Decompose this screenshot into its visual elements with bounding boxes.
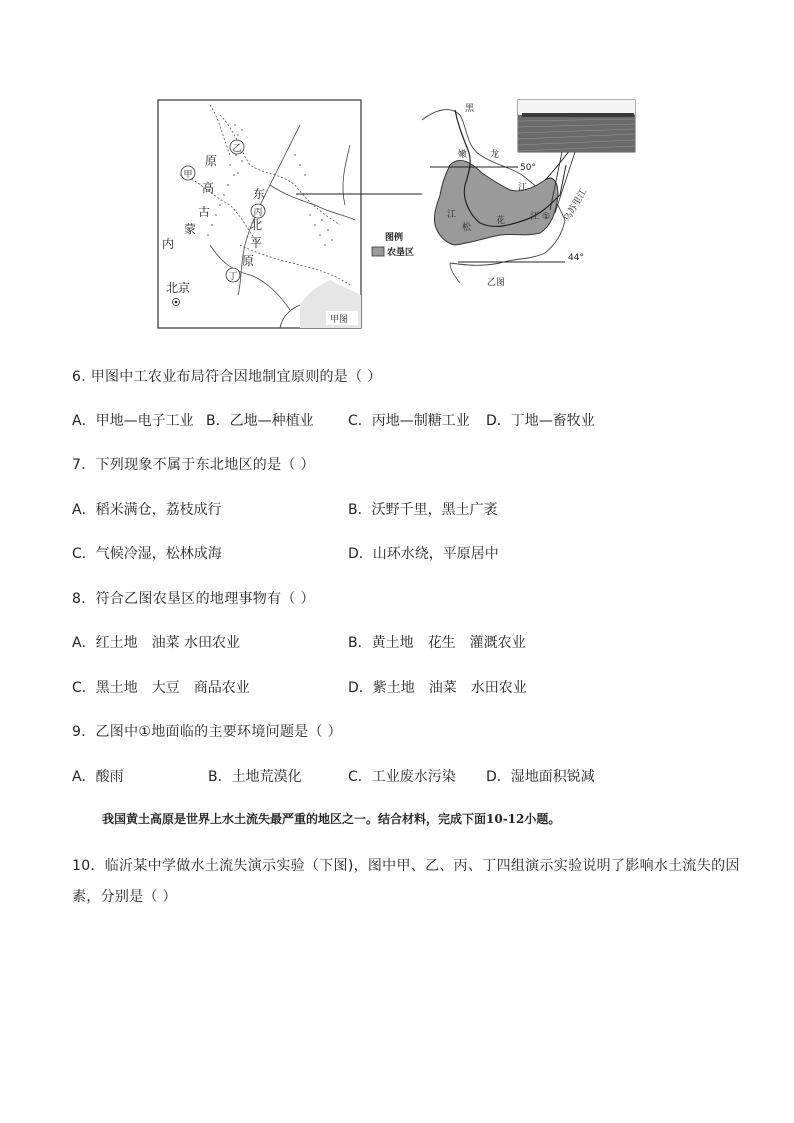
figure-area xyxy=(150,95,650,335)
q9-option-c: C．工业废水污染 xyxy=(348,769,456,785)
label-hei: 黑 xyxy=(465,104,475,114)
q7-option-b: B．沃野千里，黑土广袤 xyxy=(348,502,498,518)
label-ding: 丁 xyxy=(228,272,238,282)
label-song: 松 xyxy=(462,223,472,233)
label-yuan1: 原 xyxy=(205,154,218,168)
q6-option-a: A．甲地—电子工业 xyxy=(72,413,194,429)
label-dong: 东 xyxy=(253,187,266,201)
q6-option-b: B．乙地—种植业 xyxy=(206,413,314,429)
label-bei: 北 xyxy=(250,218,263,232)
label-gao: 高 xyxy=(202,181,215,195)
label-ping: 平 xyxy=(250,236,263,250)
label-jiang1: 江 xyxy=(518,183,528,193)
q6-option-d: D．丁地—畜牧业 xyxy=(486,413,595,429)
q8-stem: 8．符合乙图农垦区的地理事物有（ ） xyxy=(72,591,315,607)
label-jia: 甲 xyxy=(183,170,193,180)
label-jiang3: 江 xyxy=(530,212,540,222)
label-circle1: ① xyxy=(542,212,551,222)
label-yi: 乙 xyxy=(232,144,242,154)
q9-option-b: B．土地荒漠化 xyxy=(208,769,302,785)
label-bing: 丙 xyxy=(253,208,263,218)
label-lat50: 50° xyxy=(520,163,536,173)
q8-option-b: B．黄土地 花生 灌溉农业 xyxy=(348,635,526,651)
q9-option-d: D．湿地面积锐减 xyxy=(486,769,595,785)
label-meng: 蒙 xyxy=(184,222,197,236)
label-nen: 嫩 xyxy=(458,150,468,160)
q7-option-d: D．山环水绕，平原居中 xyxy=(348,546,499,562)
legend-swatch xyxy=(372,247,384,256)
q7-option-c: C．气候冷湿，松林成海 xyxy=(72,546,222,562)
q10-stem-line1: 10．临沂某中学做水土流失演示实验（下图)，图中甲、乙、丙、丁四组演示实验说明了影响水土流失的因 xyxy=(72,858,740,874)
material-text: 我国黄土高原是世界上水土流失最严重的地区之一。结合材料，完成下面10-12小题。 xyxy=(102,812,561,826)
label-map-b-caption: 乙图 xyxy=(487,278,506,288)
label-long: 龙 xyxy=(490,150,500,160)
q6-option-c: C．丙地—制糖工业 xyxy=(348,413,470,429)
q8-option-c: C．黑土地 大豆 商品农业 xyxy=(72,680,250,696)
label-map-a-caption: 甲图 xyxy=(330,315,349,325)
q9-option-a: A．酸雨 xyxy=(72,769,124,785)
label-nei: 内 xyxy=(162,237,175,251)
q8-option-d: D．紫土地 油菜 水田农业 xyxy=(348,680,527,696)
label-wusuli: 乌苏里江 xyxy=(562,187,590,224)
label-beijing: 北京 xyxy=(166,281,191,295)
q7-stem: 7．下列现象不属于东北地区的是（ ） xyxy=(72,457,315,473)
label-jiang2: 江 xyxy=(447,210,457,220)
q8-option-a: A．红土地 油菜 水田农业 xyxy=(72,635,241,651)
map-a xyxy=(158,100,361,328)
q6-stem: 6. 甲图中工农业布局符合因地制宜原则的是（ ） xyxy=(72,369,382,385)
label-lat44: 44° xyxy=(568,253,584,263)
legend-item: 农垦区 xyxy=(387,248,415,258)
label-gu: 古 xyxy=(198,205,211,219)
label-yuan2: 原 xyxy=(242,254,255,268)
label-hua: 花 xyxy=(496,216,506,226)
q7-option-a: A．稻米满仓，荔枝成行 xyxy=(72,502,222,518)
q9-stem: 9．乙图中①地面临的主要环境问题是（ ） xyxy=(72,724,342,740)
legend-title: 图例 xyxy=(385,233,404,243)
farmland-zone xyxy=(434,160,558,245)
figure-svg xyxy=(150,95,650,335)
q10-stem-line2: 素，分别是（ ） xyxy=(72,889,177,905)
